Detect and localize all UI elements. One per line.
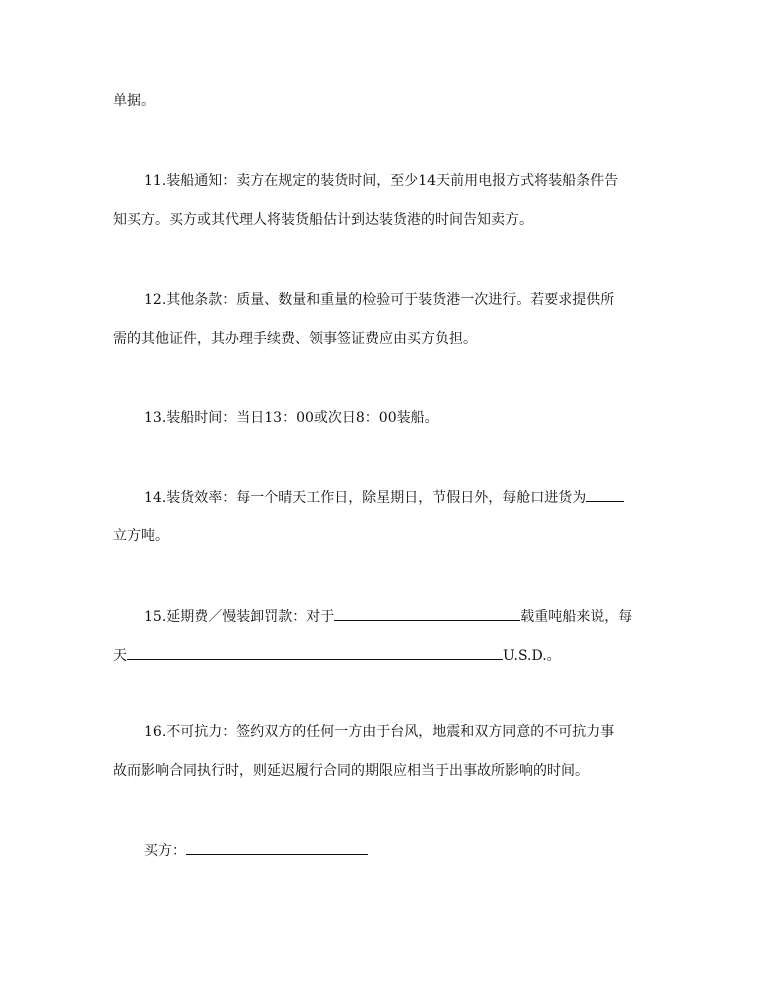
clause-13-line-1: 13.装船时间：当日13：00或次日8：00装船。 <box>144 410 439 426</box>
clause-12-line-1: 12.其他条款：质量、数量和重量的检验可于装货港一次进行。若要求提供所 <box>144 292 615 308</box>
clause-15-text-c: 天 <box>113 648 127 664</box>
clause-15-line-1 <box>144 606 632 627</box>
clause-11-line-2: 知买方。买方或其代理人将装货船估计到达装货港的时间告知卖方。 <box>113 212 533 228</box>
buyer-signature-line <box>144 840 368 861</box>
clause-16-line-1: 16.不可抗力：签约双方的任何一方由于台风，地震和双方同意的不可抗力事 <box>144 724 615 740</box>
clause-15-text-a: 15.延期费／慢装卸罚款：对于 <box>144 609 335 625</box>
buyer-name-blank <box>186 840 368 855</box>
clause-15-text-b: 载重吨船来说，每 <box>520 609 633 625</box>
clause-14-line-1 <box>144 487 624 508</box>
continuation-text: 单据。 <box>113 93 155 109</box>
tonnage-blank <box>334 606 520 621</box>
clause-14-line-2: 立方吨。 <box>113 528 169 544</box>
clause-16-line-2: 故而影响合同执行时，则延迟履行合同的期限应相当于出事故所影响的时间。 <box>113 763 589 779</box>
clause-12-line-2: 需的其他证件，其办理手续费、领事签证费应由买方负担。 <box>113 331 477 347</box>
loading-rate-blank <box>586 487 624 502</box>
clause-15-text-d: U.S.D.。 <box>503 648 561 664</box>
clause-11-line-1: 11.装船通知：卖方在规定的装货时间，至少14天前用电报方式将装船条件告 <box>144 173 619 189</box>
clause-15-line-2 <box>113 645 561 666</box>
daily-penalty-blank <box>127 645 503 660</box>
buyer-label: 买方： <box>144 843 186 859</box>
clause-14-text: 14.装货效率：每一个晴天工作日，除星期日，节假日外，每舱口进货为 <box>144 490 587 506</box>
